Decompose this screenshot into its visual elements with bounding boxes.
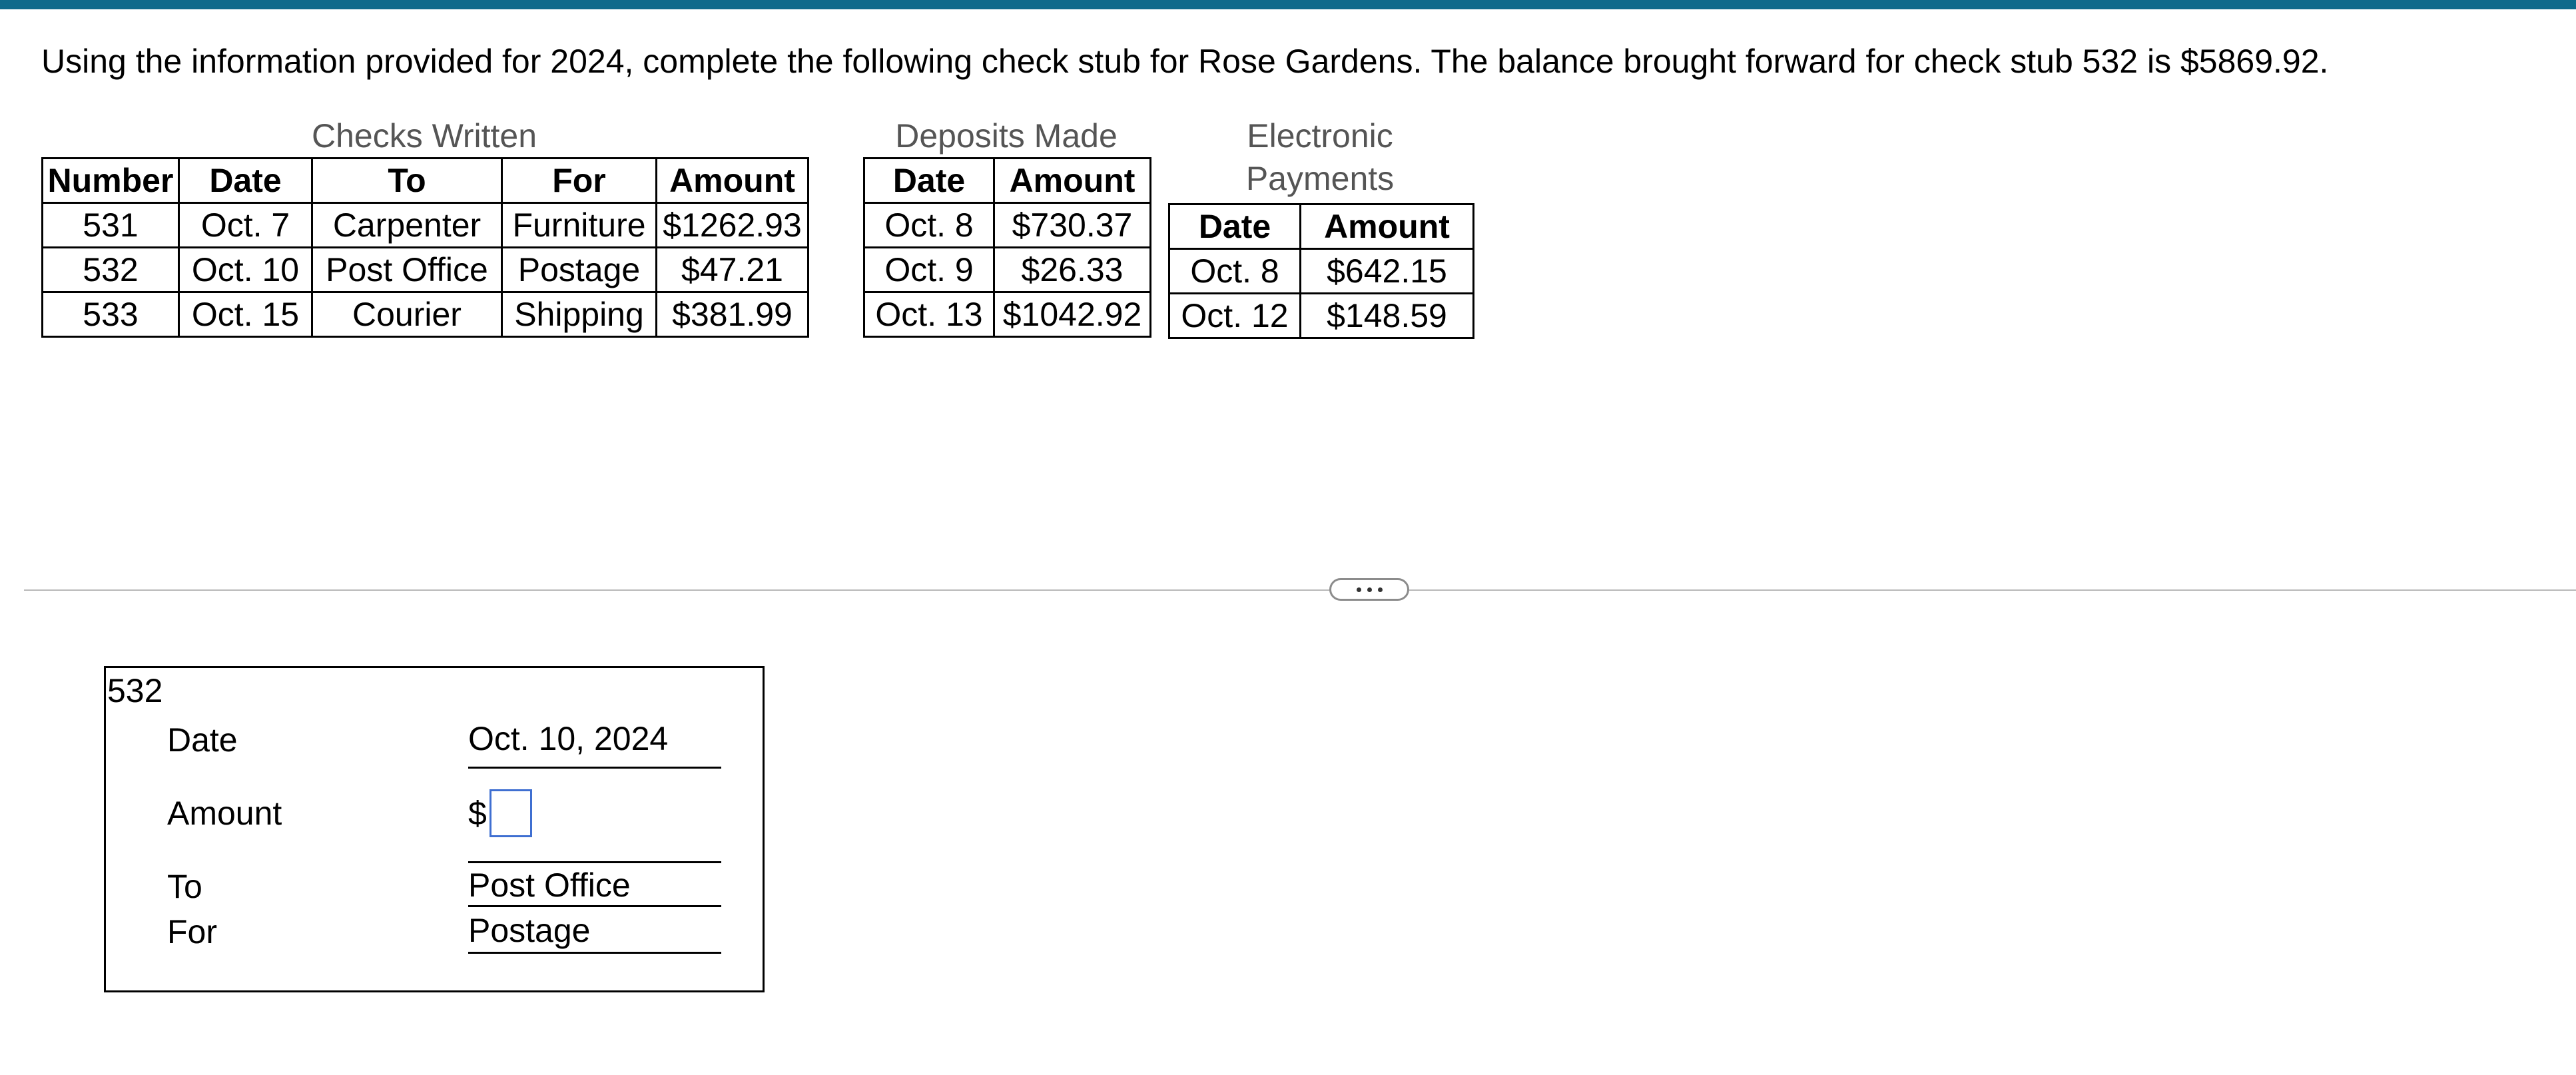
cell-for: Shipping xyxy=(502,292,657,337)
cell-date: Oct. 15 xyxy=(179,292,312,337)
table-row xyxy=(43,248,808,292)
header-amount: Amount xyxy=(1301,204,1474,249)
cell-amount: $642.15 xyxy=(1301,249,1474,294)
table-row xyxy=(864,203,1151,248)
cell-date: Oct. 8 xyxy=(1169,249,1301,294)
table-row xyxy=(43,292,808,337)
cell-number: 531 xyxy=(43,203,179,248)
table-row xyxy=(43,203,808,248)
cell-for: Furniture xyxy=(502,203,657,248)
deposits-made-caption: Deposits Made xyxy=(895,117,1118,155)
cell-date: Oct. 13 xyxy=(864,292,994,337)
amount-currency: $ xyxy=(468,795,487,832)
top-accent-bar xyxy=(0,0,2576,9)
header-to: To xyxy=(312,159,502,203)
header-number: Number xyxy=(43,159,179,203)
for-label: For xyxy=(167,913,217,950)
to-label: To xyxy=(167,868,202,905)
amount-label: Amount xyxy=(167,795,282,832)
header-for: For xyxy=(502,159,657,203)
header-amount: Amount xyxy=(657,159,808,203)
table-row xyxy=(1169,294,1474,338)
cell-amount: $26.33 xyxy=(994,248,1151,292)
check-stub-number: 532 xyxy=(107,672,163,709)
amount-answer-input[interactable] xyxy=(489,789,532,837)
cell-to: Courier xyxy=(312,292,502,337)
table-row xyxy=(1169,249,1474,294)
date-label: Date xyxy=(167,721,238,759)
cell-date: Oct. 12 xyxy=(1169,294,1301,338)
cell-date: Oct. 10 xyxy=(179,248,312,292)
cell-amount: $381.99 xyxy=(657,292,808,337)
for-value: Postage xyxy=(468,912,591,949)
header-date: Date xyxy=(1169,204,1301,249)
cell-amount: $148.59 xyxy=(1301,294,1474,338)
table-header-row xyxy=(1169,204,1474,249)
table-row xyxy=(864,292,1151,337)
electronic-payments-caption-line1: Electronic xyxy=(1247,117,1393,155)
amount-underline xyxy=(468,861,721,863)
table-header-row xyxy=(43,159,808,203)
table-row xyxy=(864,248,1151,292)
cell-to: Carpenter xyxy=(312,203,502,248)
checks-written-table xyxy=(41,157,809,338)
cell-date: Oct. 7 xyxy=(179,203,312,248)
cell-to: Post Office xyxy=(312,248,502,292)
cell-amount: $1042.92 xyxy=(994,292,1151,337)
question-text: Using the information provided for 2024, complete the following check stub for Rose Gardens. The balance brought forward for check stub 532 is $5869.92. xyxy=(41,43,2329,80)
for-underline xyxy=(468,952,721,954)
header-date: Date xyxy=(864,159,994,203)
electronic-payments-table xyxy=(1168,203,1474,339)
cell-date: Oct. 8 xyxy=(864,203,994,248)
ellipsis-dot-icon xyxy=(1357,587,1361,592)
date-value: Oct. 10, 2024 xyxy=(468,720,669,757)
ellipsis-dot-icon xyxy=(1378,587,1383,592)
date-underline xyxy=(468,767,721,769)
cell-amount: $1262.93 xyxy=(657,203,808,248)
section-divider xyxy=(24,589,1329,591)
cell-amount: $47.21 xyxy=(657,248,808,292)
electronic-payments-caption-line2: Payments xyxy=(1245,160,1395,197)
cell-number: 533 xyxy=(43,292,179,337)
ellipsis-dot-icon xyxy=(1367,587,1372,592)
section-divider xyxy=(1409,589,2576,591)
cell-date: Oct. 9 xyxy=(864,248,994,292)
to-value: Post Office xyxy=(468,867,631,904)
header-date: Date xyxy=(179,159,312,203)
check-stub xyxy=(104,666,765,992)
to-underline xyxy=(468,905,721,907)
expand-ellipsis-button[interactable] xyxy=(1329,578,1409,601)
cell-number: 532 xyxy=(43,248,179,292)
checks-written-caption: Checks Written xyxy=(311,117,537,155)
table-header-row xyxy=(864,159,1151,203)
header-amount: Amount xyxy=(994,159,1151,203)
cell-amount: $730.37 xyxy=(994,203,1151,248)
deposits-made-table xyxy=(863,157,1151,338)
cell-for: Postage xyxy=(502,248,657,292)
